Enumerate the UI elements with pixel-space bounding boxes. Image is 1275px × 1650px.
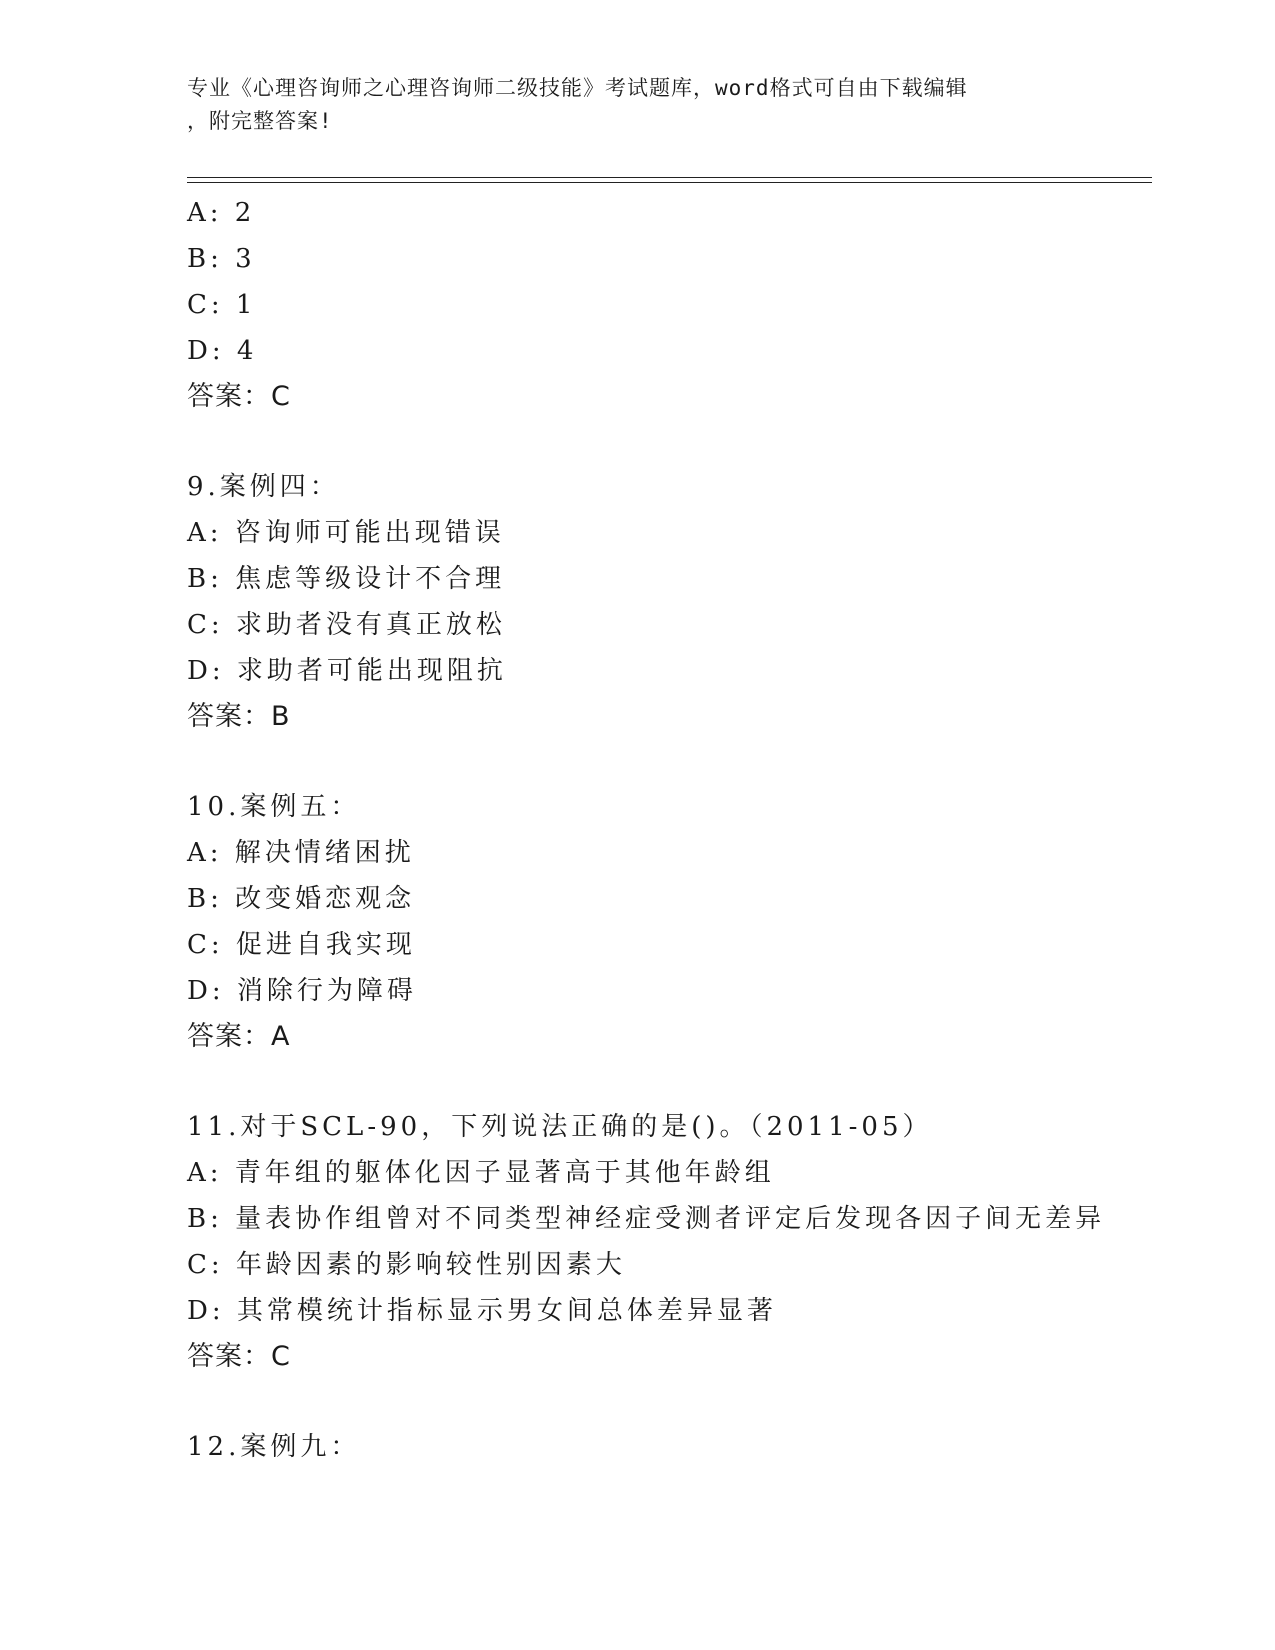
- header-divider-bottom: [187, 182, 1152, 183]
- option-b: B: 3: [187, 244, 256, 274]
- header-divider-top: [187, 177, 1152, 178]
- option-b: B: 改变婚恋观念: [187, 884, 416, 914]
- answer: 答案：B: [187, 701, 291, 732]
- option-a: A: 青年组的躯体化因子显著高于其他年龄组: [187, 1158, 775, 1188]
- header-line-1: 专业《心理咨询师之心理咨询师二级技能》考试题库，word格式可自由下载编辑: [187, 76, 968, 100]
- option-d: D: 求助者可能出现阻抗: [187, 656, 507, 686]
- question-title: 9.案例四：: [187, 472, 340, 502]
- option-b: B: 量表协作组曾对不同类型神经症受测者评定后发现各因子间无差异: [187, 1204, 1106, 1234]
- question-10: [187, 784, 1147, 1060]
- question-8: [187, 190, 1147, 420]
- option-d: D: 消除行为障碍: [187, 976, 417, 1006]
- option-c: C: 1: [187, 290, 257, 320]
- option-a: A: 2: [187, 198, 256, 228]
- option-d: D: 其常模统计指标显示男女间总体差异显著: [187, 1296, 777, 1326]
- option-a: A: 解决情绪困扰: [187, 838, 415, 868]
- answer: 答案：C: [187, 1341, 291, 1372]
- option-c: C: 促进自我实现: [187, 930, 416, 960]
- question-title: 10.案例五：: [187, 792, 361, 822]
- question-list: [187, 190, 1147, 1470]
- question-title: 11.对于SCL-90，下列说法正确的是()。（2011-05）: [187, 1112, 933, 1142]
- option-c: C: 年龄因素的影响较性别因素大: [187, 1250, 626, 1280]
- question-11: [187, 1104, 1147, 1380]
- document-header: [187, 72, 1087, 138]
- answer: 答案：A: [187, 1021, 291, 1052]
- option-b: B: 焦虑等级设计不合理: [187, 564, 506, 594]
- option-a: A: 咨询师可能出现错误: [187, 518, 505, 548]
- header-line-2: ，附完整答案!: [187, 109, 333, 133]
- question-12: [187, 1424, 1147, 1470]
- question-9: [187, 464, 1147, 740]
- question-title: 12.案例九：: [187, 1432, 361, 1462]
- answer: 答案：C: [187, 381, 291, 412]
- option-c: C: 求助者没有真正放松: [187, 610, 506, 640]
- option-d: D: 4: [187, 336, 258, 366]
